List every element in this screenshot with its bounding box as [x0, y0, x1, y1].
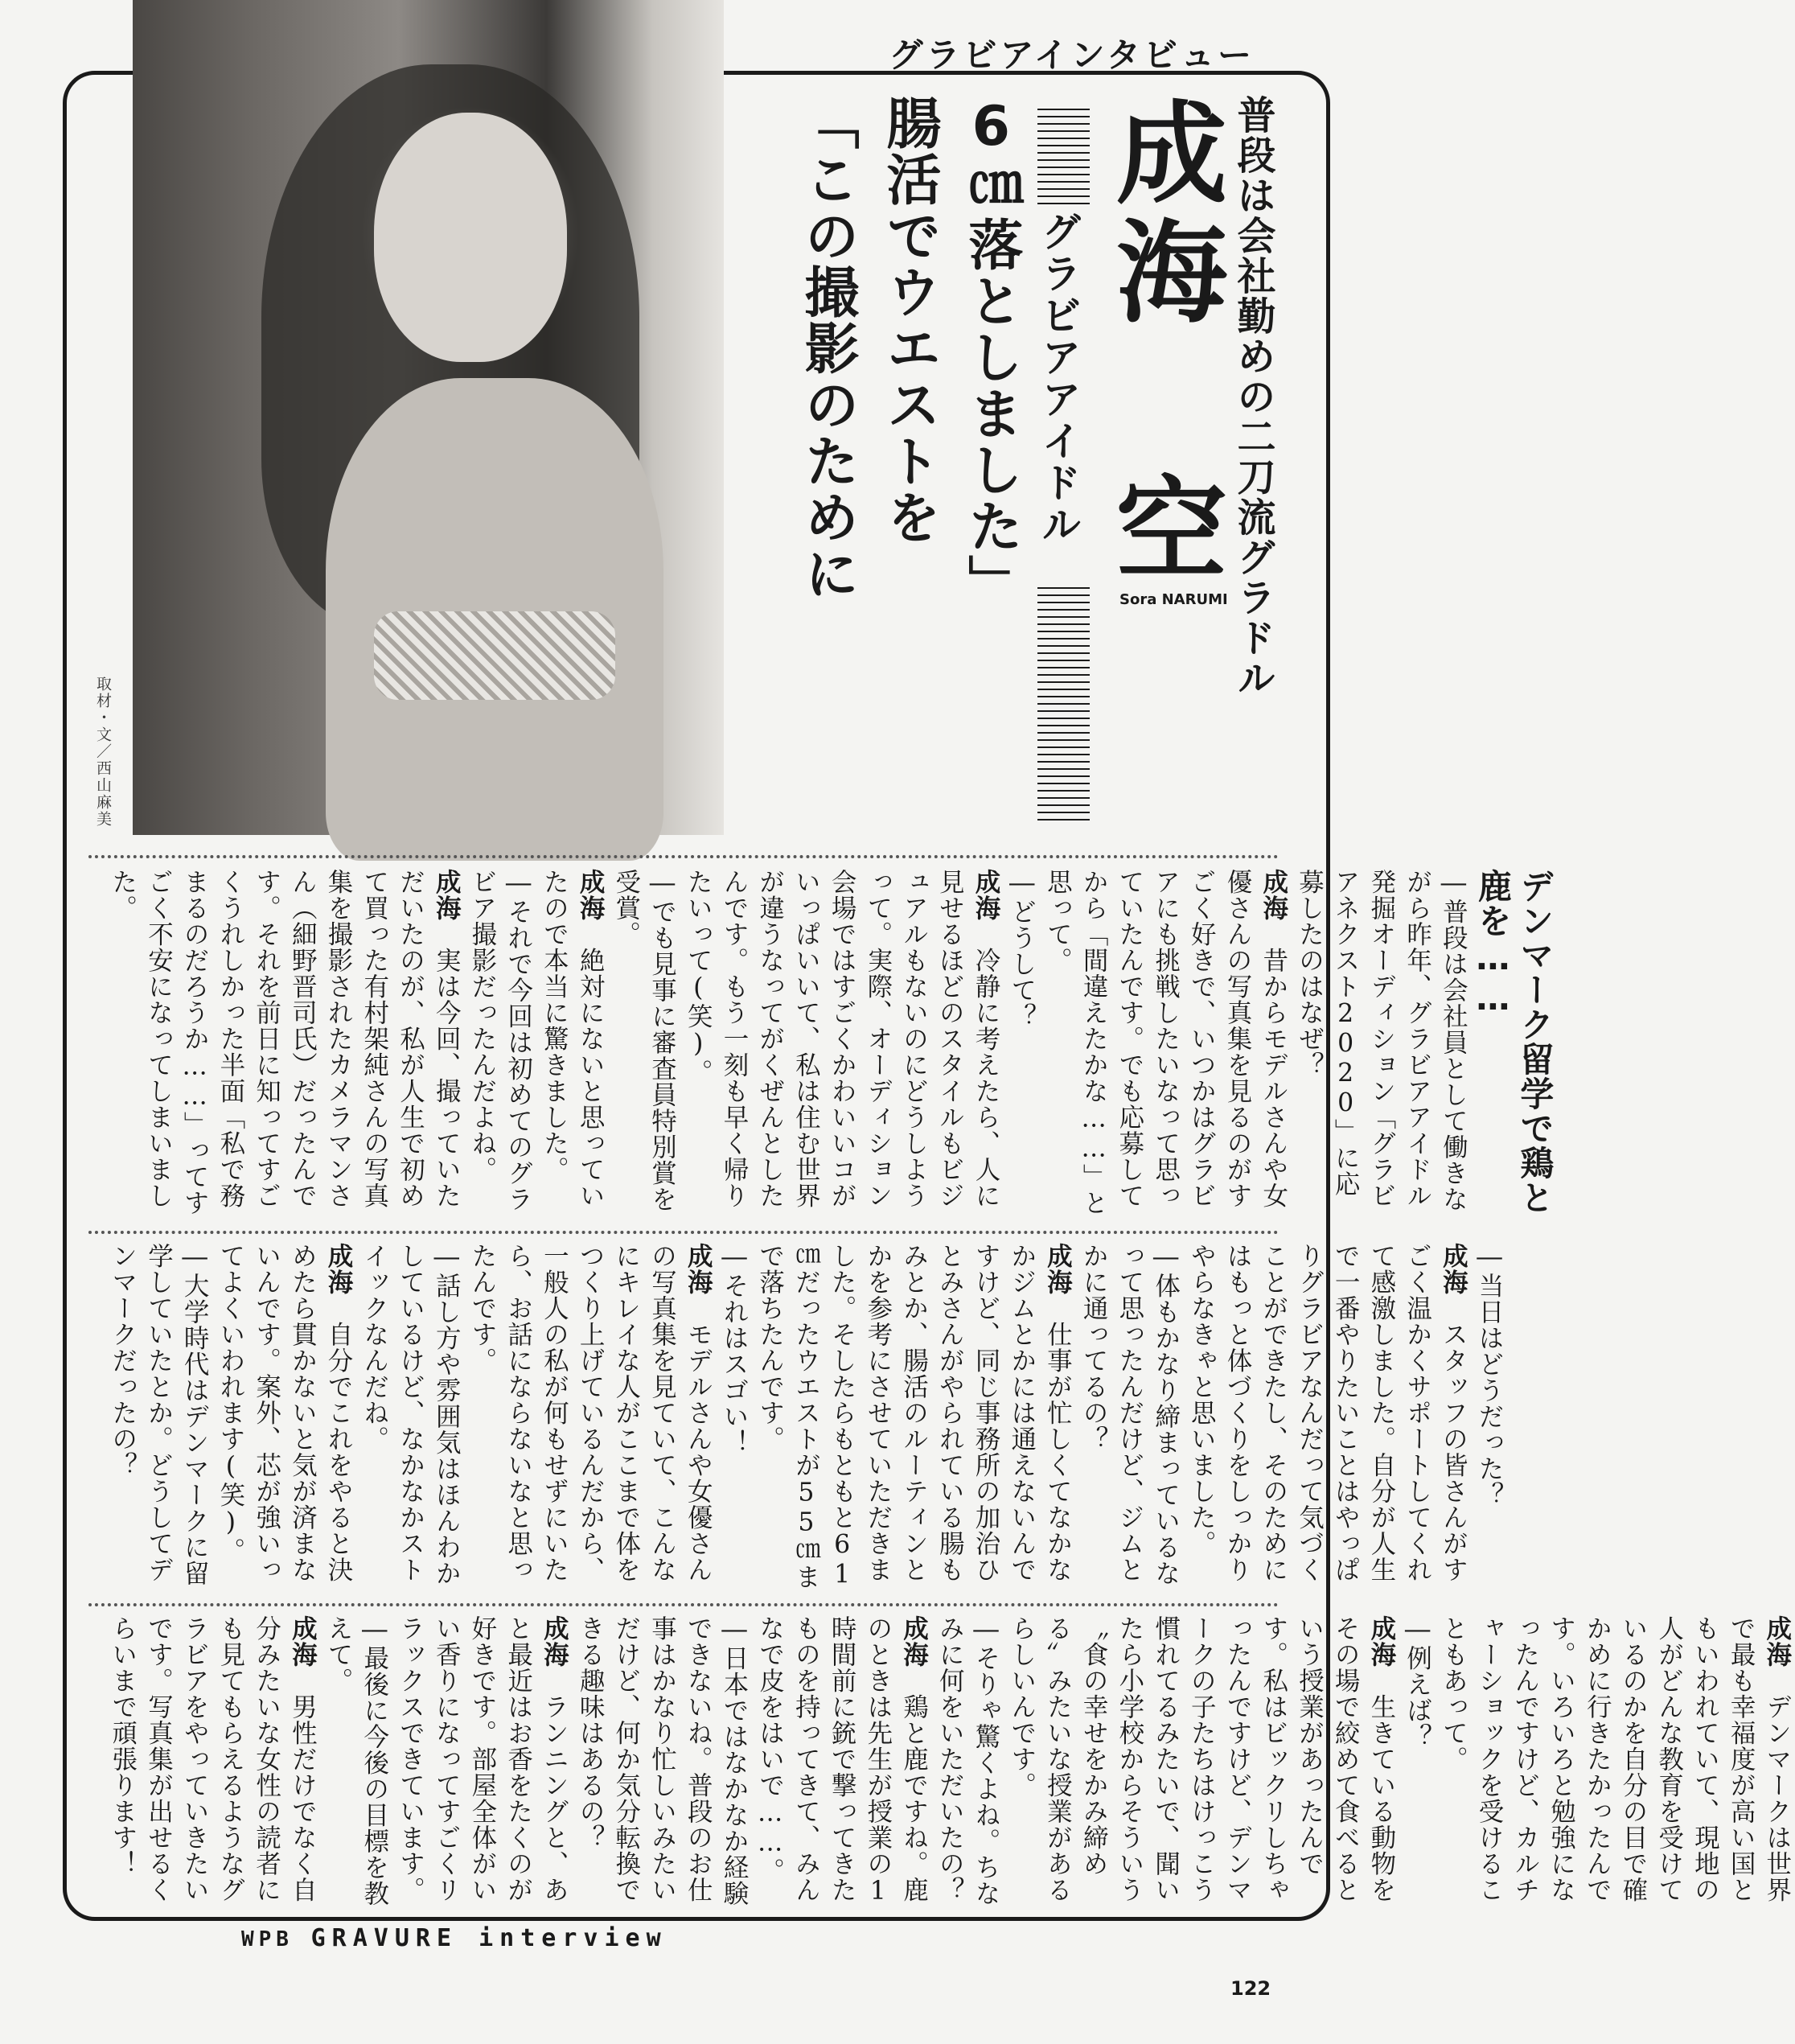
- paragraph-text: 鶏と鹿ですね。鹿のときは先生が授業の1時間前に銃で撃ってきたものを持ってきて、みんなで皮をはいで……。: [755, 1615, 929, 1906]
- credit-line: 取材・文／西山麻美: [94, 676, 112, 828]
- speaker-label: 成海: [971, 869, 1000, 921]
- paragraph-text: ―でも見事に審査員特別賞を受賞。: [611, 869, 677, 1212]
- model-role: グラビアアイドル: [1035, 211, 1082, 545]
- paragraph-text: デンマークは世界で最も幸福度が高い国ともいわれていて、現地の人がどんな教育を受けているのかを自分の目で確かめに行きたかったんです。いろいろと勉強になったんですけど、カルチャーショックを受けることもあって。: [1439, 1615, 1792, 1903]
- paragraph-text: ―体もかなり締まっているなって思ったんだけど、ジムとかに通ってるの？: [1079, 1243, 1181, 1586]
- question-paragraph: [1075, 1243, 1183, 1597]
- paragraph-text: 絶対にないと思っていたので本当に驚きました。: [540, 869, 606, 1209]
- answer-paragraph: [680, 869, 1004, 1223]
- answer-paragraph: [752, 1243, 1075, 1597]
- body-block-2: [105, 1243, 1505, 1597]
- headline-line: 「この撮影のために: [795, 95, 860, 602]
- paragraph-text: ―どうして？: [1007, 869, 1037, 1030]
- model-name: 成海 空: [1098, 95, 1227, 590]
- paragraph-text: ―普段は会社員として働きながら昨年、グラビアアイドル発掘オーディション「グラビアネクスト2020」に応募したのはなぜ？: [1295, 869, 1468, 1212]
- answer-paragraph: [212, 1243, 356, 1597]
- photo-garment-shape: [374, 611, 615, 700]
- question-paragraph: [716, 1243, 752, 1597]
- footer-brand: [241, 1924, 667, 1952]
- paragraph-text: ―当日はどうだった？: [1475, 1243, 1505, 1508]
- divider: [88, 1603, 1279, 1606]
- answer-paragraph: [464, 1243, 716, 1597]
- question-paragraph: [320, 1615, 392, 1909]
- paragraph-text: ―それで今回は初めてのグラビア撮影だったんだよね。: [467, 869, 533, 1212]
- footer-title: GRAVURE interview: [310, 1924, 667, 1952]
- qa-list: [105, 1243, 1507, 1597]
- question-paragraph: [105, 1243, 212, 1597]
- question-paragraph: [608, 869, 680, 1223]
- headline-line: 腸活でウエストを: [877, 95, 941, 545]
- speaker-label: 成海: [540, 1615, 569, 1668]
- paragraph-text: 昔からモデルさんや女優さんの写真集を見るのがすごく好きで、いつかはグラビアにも挑戦したいなって思っていたんです。でも応募してから「間違えたかな……」と思って。: [1043, 869, 1288, 1216]
- paragraph-text: 実は今回、撮っていただいたのが、私が人生で初めて買った有村架純さんの写真集を撮影されたカメラマンさん（細野晋司氏）だったんです。それを前日に知ってすごくうれしかった半面「私で務まるのだろうか……」ってすごく不安になってしまいました。: [108, 869, 462, 1216]
- paragraph-text: 生きている動物をその場で絞めて食べるという授業があったんです。私はビックリしちゃったんですけど、デンマークの子たちはけっこう慣れてるみたいで、聞いたら小学校からそういう〝食の幸せをかみ締める〟みたいな授業があるらしいんです。: [1007, 1615, 1396, 1903]
- answer-paragraph: [536, 869, 608, 1223]
- answer-paragraph: [105, 1615, 320, 1909]
- page-number: 122: [1230, 1977, 1271, 2000]
- question-paragraph: [356, 1243, 464, 1597]
- body-columns: [105, 869, 1555, 1223]
- question-paragraph: [464, 869, 536, 1223]
- speaker-label: 成海: [324, 1243, 354, 1295]
- divider: [88, 855, 1279, 858]
- paragraph-text: ランニングと、あと最近はお香をたくのが好きです。部屋全体がいい香りになってすごくリラックスできています。: [396, 1615, 569, 1903]
- section-label: グラビアインタビュー: [889, 35, 1255, 75]
- answer-paragraph: [752, 1615, 932, 1909]
- speaker-label: 成海: [684, 1243, 713, 1295]
- body-block-3: [105, 1615, 1792, 1909]
- answer-paragraph: [1040, 869, 1292, 1223]
- paragraph-text: ―そりゃ驚くよね。ちなみに何をいただいたの？: [935, 1615, 1000, 1906]
- answer-paragraph: [1436, 1615, 1795, 1909]
- qa-list: [105, 1615, 1795, 1909]
- decorative-stripes-top: [1037, 109, 1090, 205]
- body-block-1: [105, 869, 1555, 1223]
- question-paragraph: [1471, 1243, 1507, 1597]
- paragraph-text: 男性だけでなく自分みたいな女性の読者にも見てもらえるようなグラビアをやっていきたいです。写真集が出せるくらいまで頑張ります！: [108, 1615, 318, 1903]
- headline-line: 6㎝落としました」: [959, 95, 1023, 611]
- divider: [88, 1231, 1279, 1234]
- speaker-label: 成海: [432, 869, 462, 921]
- photo-face-shape: [374, 113, 567, 362]
- speaker-label: 成海: [1259, 869, 1288, 921]
- question-paragraph: [572, 1615, 752, 1909]
- tagline: 普段は会社勤めの二刀流グラドル: [1230, 95, 1275, 698]
- qa-list: [105, 869, 1471, 1223]
- subheading: デンマーク留学で鶏と鹿を……: [1473, 869, 1555, 1215]
- paragraph-text: ―日本ではなかなか経験できないね。普段のお仕事はかなり忙しいみたいだけど、何か気分転換できる趣味はあるの？: [576, 1615, 749, 1906]
- speaker-label: 成海: [1043, 1243, 1073, 1295]
- paragraph-text: ―話し方や雰囲気はほんわかしているけど、なかなかストイックなんだね。: [359, 1243, 462, 1586]
- speaker-label: 成海: [1366, 1615, 1396, 1668]
- speaker-label: 成海: [1762, 1615, 1792, 1668]
- question-paragraph: [932, 1615, 1004, 1909]
- speaker-label: 成海: [288, 1615, 318, 1668]
- answer-paragraph: [392, 1615, 573, 1909]
- paragraph-text: 自分でこれをやると決めたら貫かないと気が済まないんです。案外、芯が強いってよくいわれます(笑)。: [216, 1243, 354, 1583]
- paragraph-text: モデルさんや女優さんの写真集を見ていて、こんなにキレイな人がここまで体をつくり上げているんだから、一般人の私が何もせずにいたら、お話にならないなと思ったんです。: [467, 1243, 713, 1583]
- paragraph-text: ―最後に今後の目標を教えて。: [324, 1615, 389, 1906]
- question-paragraph: [1399, 1615, 1436, 1909]
- paragraph-text: ―大学時代はデンマークに留学していたとか。どうしてデンマークだったの？: [108, 1243, 210, 1586]
- portrait-photo: [133, 0, 724, 835]
- question-paragraph: [1004, 869, 1040, 1223]
- answer-paragraph: [105, 869, 464, 1223]
- paragraph-text: ―それはスゴい！: [719, 1243, 749, 1456]
- paragraph-text: 仕事が忙しくてなかなかジムとかには通えないんですけど、同じ事務所の加治ひとみさんがやられている腸もみとか、腸活のルーティンとかを参考にさせていただきました。そしたらもともと61㎝だったウエストが55㎝まで落ちたんです。: [755, 1243, 1073, 1590]
- headline: [796, 95, 1021, 611]
- answer-paragraph: [1184, 1243, 1472, 1597]
- speaker-label: 成海: [576, 869, 606, 921]
- footer-brand-logo: WPB: [241, 1927, 294, 1951]
- paragraph-text: スタッフの皆さんがすごく温かくサポートしてくれて感激しました。自分が人生で一番やりたいことはやっぱりグラビアなんだって気づくことができたし、そのためにはもっと体づくりをしっかりやらなきゃと思いました。: [1187, 1243, 1468, 1583]
- speaker-label: 成海: [899, 1615, 929, 1668]
- model-name-romaji: Sora NARUMI: [1119, 591, 1228, 608]
- paragraph-text: ―例えば？: [1403, 1615, 1432, 1750]
- question-paragraph: [1292, 869, 1472, 1223]
- decorative-stripes-bottom: [1037, 587, 1090, 820]
- paragraph-text: 冷静に考えたら、人に見せるほどのスタイルもビジュアルもないのにどうしようって。実際、オーディション会場ではすごくかわいいコがいっぱいいて、私は住む世界が違うなってがくぜんとしたんです。もう一刻も早く帰りたいって(笑)。: [684, 869, 1000, 1209]
- speaker-label: 成海: [1439, 1243, 1468, 1295]
- answer-paragraph: [1004, 1615, 1399, 1909]
